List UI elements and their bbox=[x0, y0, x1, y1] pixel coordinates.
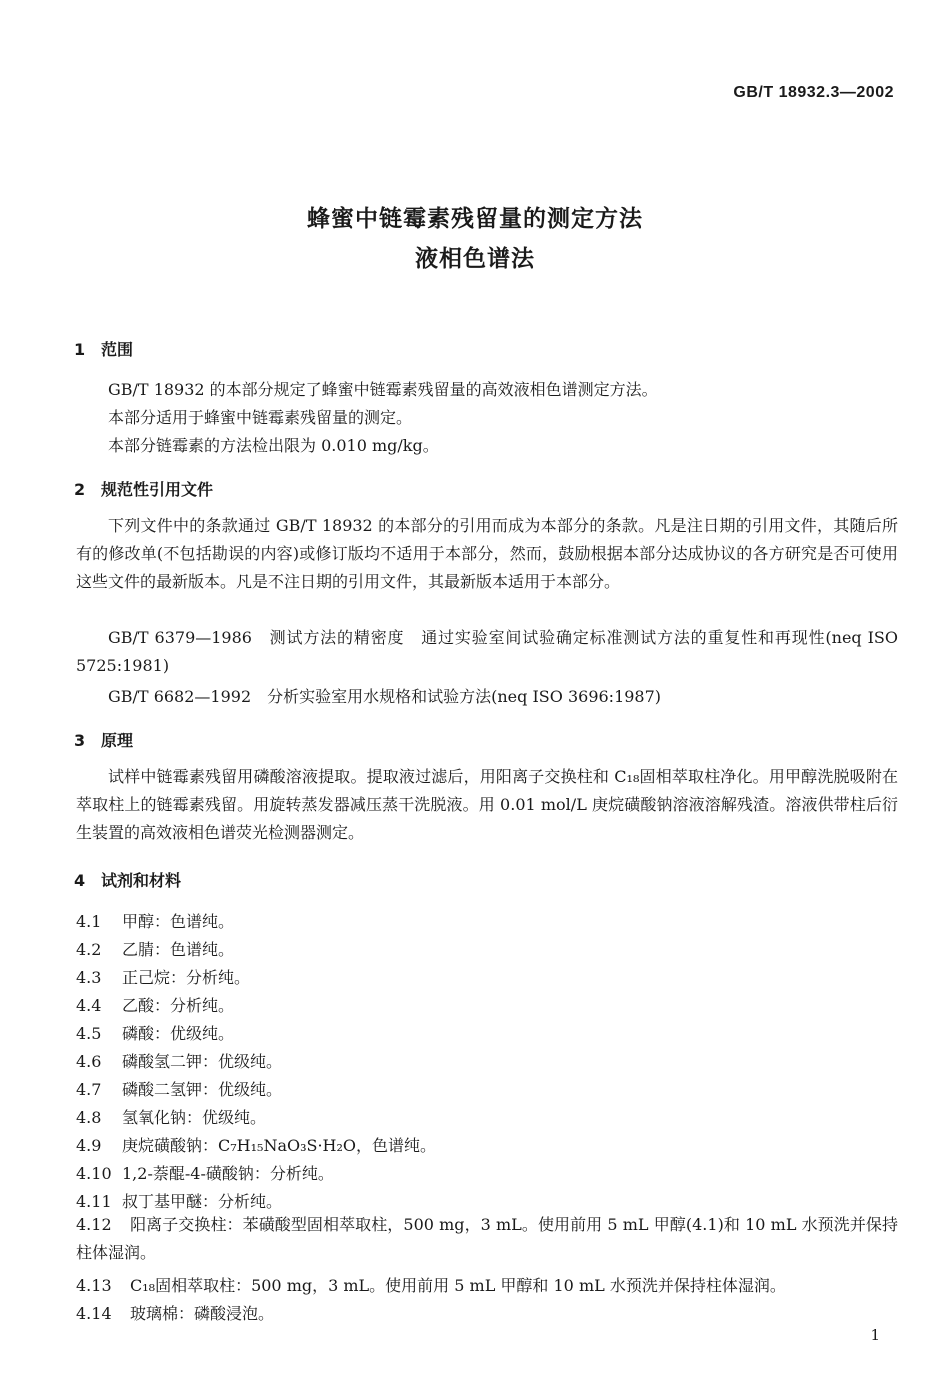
section-number: 1 bbox=[74, 340, 86, 359]
item-text: 玻璃棉：磷酸浸泡。 bbox=[130, 1304, 275, 1323]
section-2-para-1: 下列文件中的条款通过 GB/T 18932 的本部分的引用而成为本部分的条款。凡是注日期的引用文件，其随后所有的修改单(不包括勘误的内容)或修订版均不适用于本部分，然而，鼓励根据本部分达成协议的各方研究是否可使用这些文件的最新版本。凡是不注日期的引用文件，其最新版本适用于本部分。 bbox=[76, 516, 898, 591]
section-1-para-3: 本部分链霉素的方法检出限为 0.010 mg/kg。 bbox=[108, 436, 439, 455]
item-text: 庚烷磺酸钠：C₇H₁₅NaO₃S·H₂O，色谱纯。 bbox=[122, 1136, 437, 1155]
item-number: 4.2 bbox=[76, 940, 102, 959]
item-number: 4.13 bbox=[76, 1276, 112, 1295]
item-number: 4.6 bbox=[76, 1052, 102, 1071]
item-number: 4.3 bbox=[76, 968, 102, 987]
section-2-reference-1: GB/T 6379—1986 测试方法的精密度 通过实验室间试验确定标准测试方法的重复性和再现性(neq ISO 5725:1981) bbox=[76, 628, 898, 675]
section-3-heading bbox=[74, 728, 133, 751]
section-1-para-2: 本部分适用于蜂蜜中链霉素残留量的测定。 bbox=[108, 408, 413, 427]
item-number: 4.12 bbox=[76, 1215, 112, 1234]
section-number: 2 bbox=[74, 480, 86, 499]
item-text: 阳离子交换柱：苯磺酸型固相萃取柱，500 mg，3 mL。使用前用 5 mL 甲醇(4.1)和 10 mL 水预洗并保持柱体湿润。 bbox=[76, 1215, 898, 1262]
item-number: 4.7 bbox=[76, 1080, 102, 1099]
item-number: 4.11 bbox=[76, 1192, 112, 1211]
item-number: 4.4 bbox=[76, 996, 102, 1015]
section-number: 4 bbox=[74, 871, 86, 890]
list-item bbox=[76, 1189, 282, 1212]
section-2-heading bbox=[74, 477, 213, 500]
item-text: 磷酸氢二钾：优级纯。 bbox=[122, 1052, 283, 1071]
list-item bbox=[76, 1301, 274, 1324]
list-item bbox=[76, 909, 234, 932]
list-item bbox=[76, 1021, 234, 1044]
section-4-heading bbox=[74, 868, 181, 891]
section-title: 原理 bbox=[101, 731, 134, 750]
list-item bbox=[76, 1105, 266, 1128]
item-number: 4.10 bbox=[76, 1164, 112, 1183]
item-text: 乙腈：色谱纯。 bbox=[122, 940, 235, 959]
section-title: 规范性引用文件 bbox=[101, 480, 214, 499]
list-item bbox=[76, 965, 250, 988]
section-3-para-1: 试样中链霉素残留用磷酸溶液提取。提取液过滤后，用阳离子交换柱和 C₁₈固相萃取柱净化。用甲醇洗脱吸附在萃取柱上的链霉素残留。用旋转蒸发器减压蒸干洗脱液。用 0.01 mol/L 庚烷磺酸钠溶液溶解残渣。溶液供带柱后衍生装置的高效液相色谱荧光检测器测定。 bbox=[76, 767, 898, 842]
item-text: C₁₈固相萃取柱：500 mg，3 mL。使用前用 5 mL 甲醇和 10 mL 水预洗并保持柱体湿润。 bbox=[130, 1276, 786, 1295]
list-item bbox=[76, 1049, 282, 1072]
item-text: 叔丁基甲醚：分析纯。 bbox=[122, 1192, 283, 1211]
list-item bbox=[76, 1211, 898, 1267]
standard-number: GB/T 18932.3—2002 bbox=[733, 84, 894, 101]
list-item bbox=[76, 993, 234, 1016]
item-number: 4.8 bbox=[76, 1108, 102, 1127]
item-number: 4.5 bbox=[76, 1024, 102, 1043]
item-text: 氢氧化钠：优级纯。 bbox=[122, 1108, 267, 1127]
page-number: 1 bbox=[870, 1326, 880, 1344]
list-item bbox=[76, 937, 234, 960]
item-text: 磷酸：优级纯。 bbox=[122, 1024, 235, 1043]
document-subtitle: 液相色谱法 bbox=[415, 246, 535, 272]
section-1-heading bbox=[74, 337, 133, 360]
item-text: 乙酸：分析纯。 bbox=[122, 996, 235, 1015]
section-title: 范围 bbox=[101, 340, 134, 359]
section-1-para-1: GB/T 18932 的本部分规定了蜂蜜中链霉素残留量的高效液相色谱测定方法。 bbox=[108, 380, 658, 399]
item-text: 甲醇：色谱纯。 bbox=[122, 912, 235, 931]
list-item bbox=[76, 1077, 282, 1100]
section-number: 3 bbox=[74, 731, 86, 750]
item-text: 1,2-萘醌-4-磺酸钠：分析纯。 bbox=[122, 1164, 334, 1183]
item-number: 4.14 bbox=[76, 1304, 112, 1323]
section-title: 试剂和材料 bbox=[101, 871, 182, 890]
section-2-reference-2: GB/T 6682—1992 分析实验室用水规格和试验方法(neq ISO 3696:1987) bbox=[108, 687, 662, 706]
list-item bbox=[76, 1133, 436, 1156]
list-item bbox=[76, 1273, 786, 1296]
list-item bbox=[76, 1161, 334, 1184]
item-text: 磷酸二氢钾：优级纯。 bbox=[122, 1080, 283, 1099]
item-number: 4.1 bbox=[76, 912, 102, 931]
item-number: 4.9 bbox=[76, 1136, 102, 1155]
document-title: 蜂蜜中链霉素残留量的测定方法 bbox=[307, 206, 643, 232]
item-text: 正己烷：分析纯。 bbox=[122, 968, 251, 987]
